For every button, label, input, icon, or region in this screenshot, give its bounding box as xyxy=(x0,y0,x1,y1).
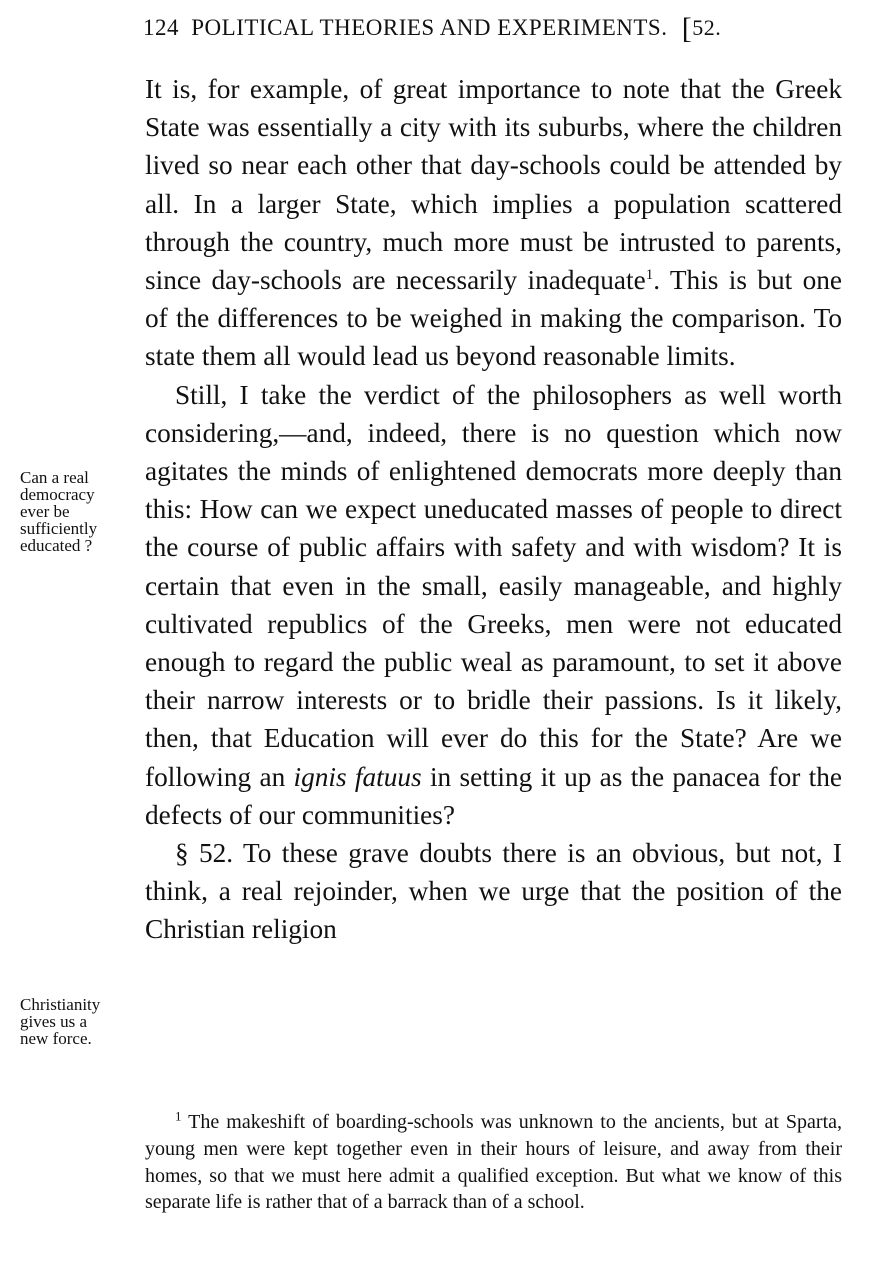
running-title: POLITICAL THEORIES AND EXPERIMENTS. xyxy=(191,15,668,40)
margin-note-line: democracy xyxy=(20,485,95,504)
paragraph-3: § 52. To these grave doubts there is an obvious, but not, I think, a real rejoinder, when we urge that the position of the Christian religion xyxy=(145,838,842,945)
margin-note-democracy xyxy=(20,469,138,554)
margin-note-line: new force. xyxy=(20,1029,92,1048)
italic-phrase: ignis fatuus xyxy=(293,761,422,792)
footnote-mark: 1 xyxy=(175,1108,182,1124)
paragraph-1: It is, for example, of great importance to note that the Greek State was essentially a city with its suburbs, where the children lived so near each other that day-schools could be attended by all. In a larger State, which implies a population scattered through the country, much more must be intrusted to parents, since day-schools are necessarily inadequate$^1$. This is but one of the differences to be weighed in making the comparison. To state them all would lead us beyond reasonable limits. xyxy=(145,74,842,372)
running-header xyxy=(143,12,863,46)
margin-note-line: educated ? xyxy=(20,536,93,555)
margin-note-line: Christianity xyxy=(20,995,101,1014)
page-number: 124 xyxy=(143,15,179,40)
margin-note-christianity xyxy=(20,996,138,1047)
footnote-reference: 1 xyxy=(645,266,654,283)
body-text xyxy=(145,70,842,949)
footnote xyxy=(145,1109,842,1216)
footnote-text: The makeshift of boarding-schools was unknown to the ancients, but at Sparta, young men were kept together even in their hours of leisure, and away from their homes, so that we must here admit a qualified exception. But what we know of this separate life is rather that of a barrack than of a school. xyxy=(145,1111,842,1214)
margin-note-line: ever be xyxy=(20,502,70,521)
section-reference: [52. xyxy=(681,12,722,45)
paragraph-2: Still, I take the verdict of the philosophers as well worth considering,—and, indeed, there is no question which now agitates the minds of enlightened democrats more deeply than this: How can we expect uneducated masses of people to direct the course of public affairs with safety and with wisdom? It is certain that even in the small, easily manageable, and highly cultivated republics of the Greeks, men were not educated enough to regard the public weal as paramount, to set it above their narrow interests or to bridle their passions. Is it likely, then, that Education will ever do this for the State? Are we following an ignis fatuus in setting it up as the panacea for the defects of our communities? xyxy=(145,379,843,830)
margin-note-line: gives us a xyxy=(20,1012,88,1031)
margin-note-line: sufficiently xyxy=(20,519,98,538)
margin-note-line: Can a real xyxy=(20,468,89,487)
